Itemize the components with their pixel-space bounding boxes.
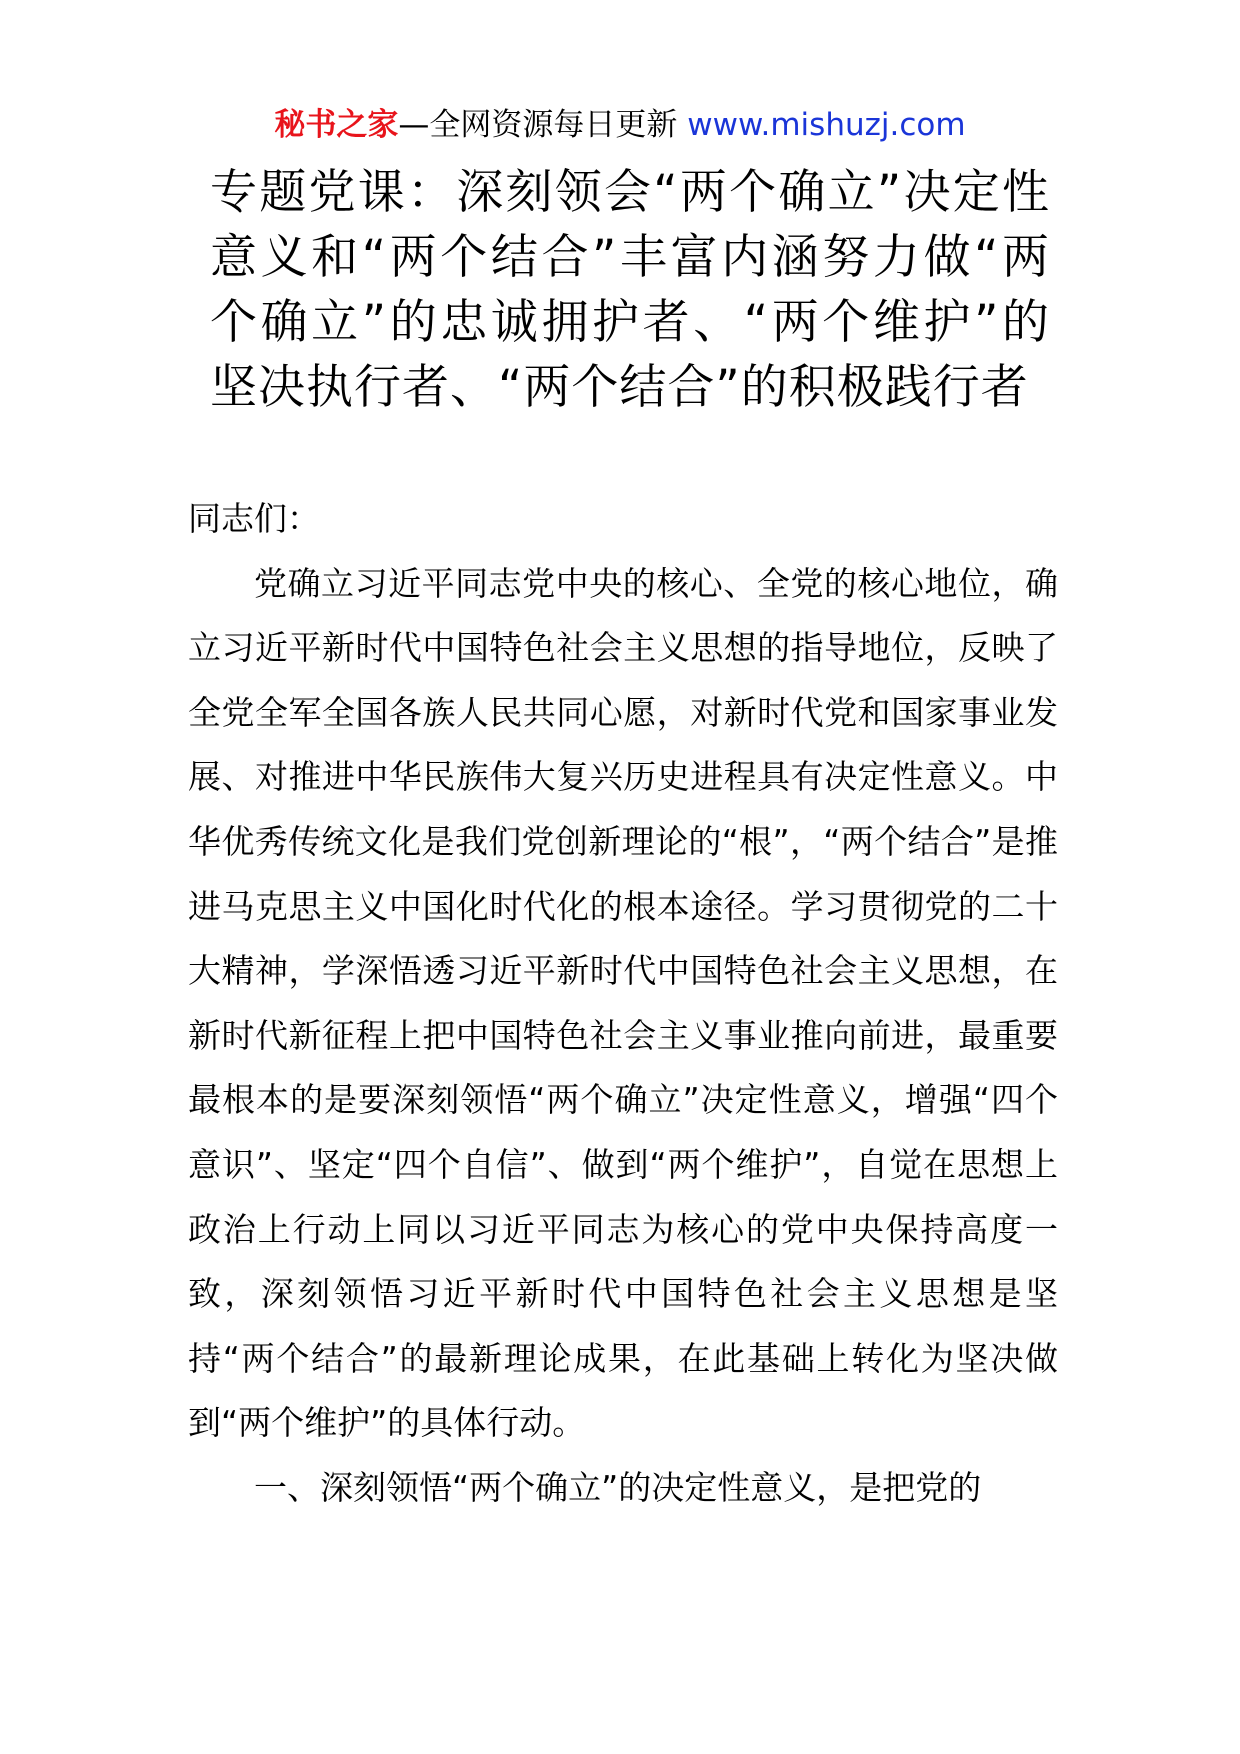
- document-body: [188, 487, 1058, 1521]
- section-heading-1: 一、深刻领悟“两个确立”的决定性意义，是把党的: [254, 1467, 982, 1507]
- document-title: 专题党课：深刻领会“两个确立”决定性意义和“两个结合”丰富内涵努力做“两个确立”的忠诚拥护者、“两个维护”的坚决执行者、“两个结合”的积极践行者: [210, 165, 1050, 415]
- website-link[interactable]: www.mishuzj.com: [687, 107, 966, 143]
- body-paragraph-1: 党确立习近平同志党中央的核心、全党的核心地位，确立习近平新时代中国特色社会主义思想的指导地位，反映了全党全军全国各族人民共同心愿，对新时代党和国家事业发展、对推进中华民族伟大复兴历史进程具有决定性意义。中华优秀传统文化是我们党创新理论的“根”，“两个结合”是推进马克思主义中国化时代化的根本途径。学习贯彻党的二十大精神，学深悟透习近平新时代中国特色社会主义思想，在新时代新征程上把中国特色社会主义事业推向前进，最重要最根本的是要深刻领悟“两个确立”决定性意义，增强“四个意识”、坚定“四个自信”、做到“两个维护”，自觉在思想上政治上行动上同以习近平同志为核心的党中央保持高度一致，深刻领悟习近平新时代中国特色社会主义思想是坚持“两个结合”的最新理论成果，在此基础上转化为坚决做到“两个维护”的具体行动。: [188, 563, 1058, 1443]
- salutation: 同志们：: [188, 499, 320, 538]
- banner-tagline: —全网资源每日更新: [398, 107, 688, 143]
- header-banner: [0, 100, 1240, 150]
- brand-name: 秘书之家: [274, 107, 399, 143]
